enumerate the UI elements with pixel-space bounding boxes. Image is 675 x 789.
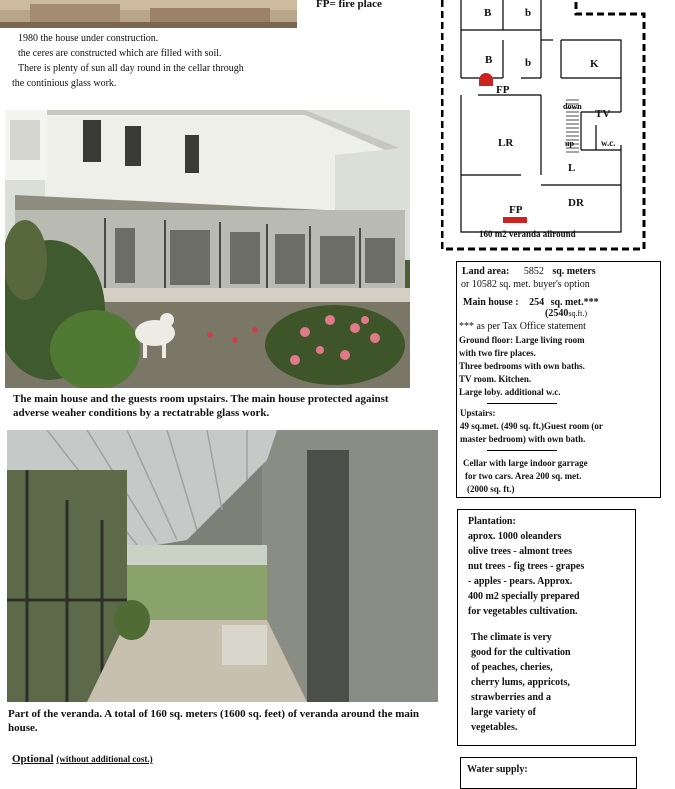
ground-line: with two fire places.	[459, 348, 536, 358]
room-bedroom: B	[485, 54, 493, 66]
construction-photo	[0, 0, 297, 28]
main-house-label: Main house :	[463, 297, 519, 308]
room-wc: w.c.	[601, 138, 616, 148]
room-kitchen: K	[590, 58, 599, 70]
main-house-caption: The main house and the guests room upstairs. The main house protected against adverse weaher conditions by a rectatrable glass work.	[13, 393, 389, 419]
ground-line: Ground floor: Large living room	[459, 335, 585, 345]
room-bath: b	[525, 57, 532, 69]
room-bath: b	[525, 7, 532, 19]
ground-floor-text	[459, 334, 585, 399]
plantation-text	[468, 514, 584, 619]
floor-plan-drawing	[441, 0, 646, 252]
optional-note	[12, 753, 153, 765]
plantation-line: for vegetables cultivation.	[468, 606, 578, 617]
main-house-sqft	[545, 307, 587, 320]
climate-line: good for the cultivation	[471, 647, 571, 658]
veranda-caption: Part of the veranda. A total of 160 sq. meters (1600 sq. feet) of veranda around the main house.	[8, 708, 420, 734]
ground-line: Large loby. additional w.c.	[459, 387, 561, 397]
ground-line: Three bedrooms with own baths.	[459, 361, 585, 371]
upstairs-line: 49 sq.met. (490 sq. ft.)Guest room (or	[460, 421, 603, 431]
construction-caption	[8, 31, 308, 91]
optional-note-text: (without additional cost.)	[56, 754, 153, 764]
room-dining: DR	[568, 197, 584, 209]
main-house-unit: sq. met.***	[550, 297, 599, 308]
plantation-line: Plantation:	[468, 516, 516, 527]
cellar-text	[463, 457, 588, 496]
upstairs-text	[460, 407, 603, 446]
fireplace-marker	[503, 217, 527, 223]
plantation-box	[457, 509, 636, 746]
main-house-value: 254	[529, 297, 545, 308]
fireplace-label: FP	[496, 84, 510, 96]
fire-place-legend: FP= fire place	[316, 0, 382, 10]
caption-line: There is plenty of sun all day round in the cellar through	[18, 63, 244, 74]
divider	[487, 403, 557, 404]
room-lobby: L	[568, 162, 576, 174]
cellar-line: for two cars. Area 200 sq. met.	[465, 471, 582, 481]
cellar-line: Cellar with large indoor garrage	[463, 458, 588, 468]
plantation-line: 400 m2 specially prepared	[468, 591, 580, 602]
divider	[487, 450, 557, 451]
upstairs-line: master bedroom) with own bath.	[460, 434, 586, 444]
climate-line: The climate is very	[471, 632, 552, 643]
stairs-down-label: down	[563, 102, 582, 111]
climate-line: large variety of	[471, 707, 536, 718]
water-supply-box	[460, 757, 637, 789]
veranda-note: 160 m2 veranda allround	[479, 229, 576, 239]
caption-line: 1980 the house under construction.	[18, 33, 159, 44]
stairs-up-label: up	[565, 139, 574, 148]
land-area-unit: sq. meters	[552, 266, 596, 277]
caption-line: the continious glass work.	[12, 78, 117, 89]
fireplace-marker	[479, 73, 493, 86]
fireplace-label: FP	[509, 204, 523, 216]
climate-line: strawberries and a	[471, 692, 551, 703]
land-area-row	[462, 265, 596, 278]
main-house-sqft-unit: sq.ft.)	[568, 309, 588, 318]
climate-text	[471, 630, 571, 735]
caption-line: the ceres are constructed which are filled with soil.	[18, 48, 222, 59]
plantation-line: olive trees - almont trees	[468, 546, 573, 557]
water-supply-label: Water supply:	[467, 764, 528, 775]
land-area-alt: or 10582 sq. met. buyer's option	[461, 279, 590, 290]
climate-line: cherry lums, appricots,	[471, 677, 570, 688]
climate-line: of peaches, cheries,	[471, 662, 553, 673]
main-house-photo	[5, 110, 410, 388]
room-bedroom: B	[484, 7, 492, 19]
land-area-label: Land area:	[462, 266, 510, 277]
room-tv: TV	[595, 108, 611, 120]
plantation-line: aprox. 1000 oleanders	[468, 531, 562, 542]
room-living: LR	[498, 137, 514, 149]
cellar-line: (2000 sq. ft.)	[467, 484, 515, 494]
climate-line: vegetables.	[471, 722, 518, 733]
main-house-sqft-value: (2540	[545, 308, 569, 319]
optional-label: Optional	[12, 753, 54, 765]
plantation-line: - apples - pears. Approx.	[468, 576, 573, 587]
floor-plan	[441, 0, 646, 252]
tax-note: *** as per Tax Office statement	[459, 321, 586, 332]
plantation-line: nut trees - fig trees - grapes	[468, 561, 585, 572]
upstairs-line: Upstairs:	[460, 408, 496, 418]
property-info-box	[456, 261, 661, 498]
veranda-photo	[7, 430, 438, 702]
ground-line: TV room. Kitchen.	[459, 374, 532, 384]
land-area-value: 5852	[523, 266, 544, 277]
